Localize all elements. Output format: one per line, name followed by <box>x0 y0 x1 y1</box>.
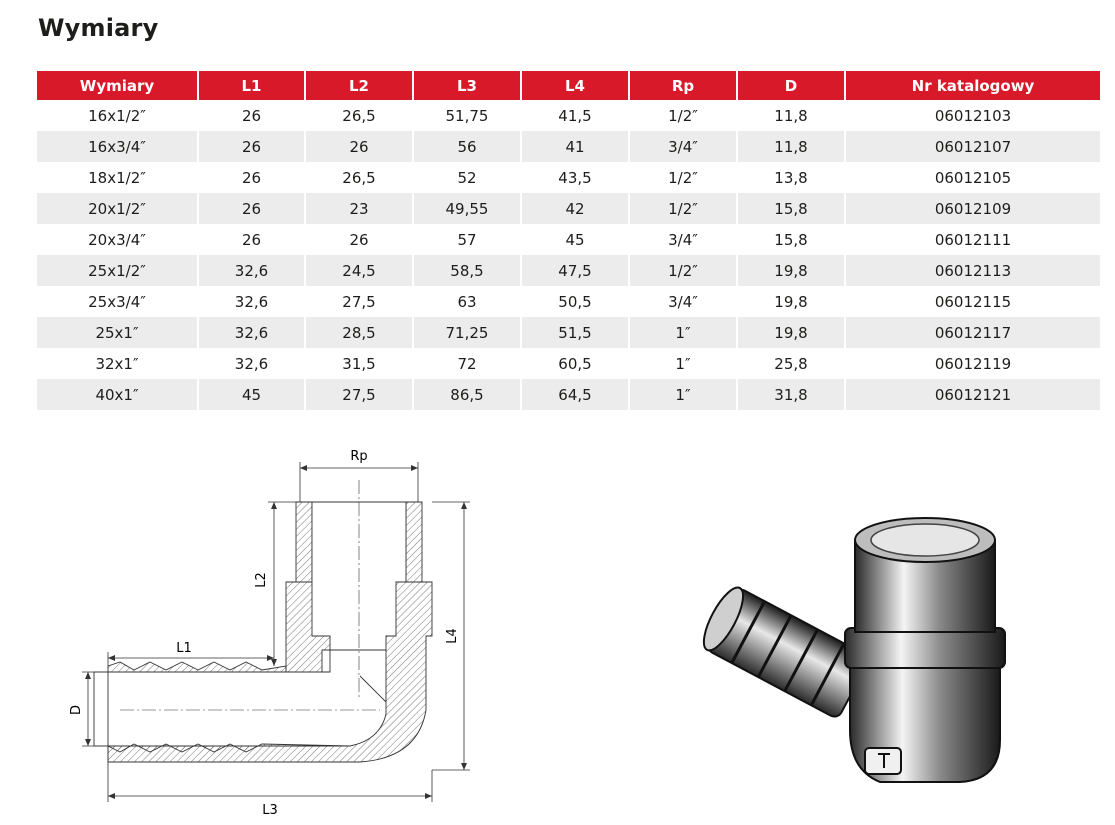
cell-l4: 51,5 <box>520 317 628 348</box>
table-row <box>37 348 1100 379</box>
cell-nr-katalogowy: 06012103 <box>844 100 1100 131</box>
cell-l3: 49,55 <box>412 193 520 224</box>
cell-d: 15,8 <box>736 193 844 224</box>
cell-l2: 23 <box>304 193 412 224</box>
cell-rp: 1″ <box>628 379 736 410</box>
cell-rp: 3/4″ <box>628 286 736 317</box>
cell-l4: 47,5 <box>520 255 628 286</box>
cell-l1: 45 <box>197 379 304 410</box>
cell-nr-katalogowy: 06012111 <box>844 224 1100 255</box>
table-row <box>37 162 1100 193</box>
cell-l2: 26 <box>304 224 412 255</box>
dimensions-table <box>37 71 1100 410</box>
label-l1: L1 <box>176 641 192 656</box>
cell-l3: 52 <box>412 162 520 193</box>
header-wymiary: Wymiary <box>37 71 197 100</box>
cell-wymiary: 32x1″ <box>37 348 197 379</box>
cell-nr-katalogowy: 06012121 <box>844 379 1100 410</box>
technical-drawing <box>60 440 490 820</box>
header-l1: L1 <box>197 71 304 100</box>
cell-wymiary: 20x1/2″ <box>37 193 197 224</box>
cell-rp: 1/2″ <box>628 100 736 131</box>
thread-wall-right <box>406 502 422 582</box>
cell-rp: 1/2″ <box>628 193 736 224</box>
cell-l3: 56 <box>412 131 520 162</box>
table-row <box>37 193 1100 224</box>
cell-l2: 26,5 <box>304 162 412 193</box>
cell-d: 31,8 <box>736 379 844 410</box>
cell-l1: 32,6 <box>197 348 304 379</box>
cell-rp: 3/4″ <box>628 224 736 255</box>
cell-l1: 26 <box>197 131 304 162</box>
cell-l2: 24,5 <box>304 255 412 286</box>
cell-l4: 41,5 <box>520 100 628 131</box>
cell-l1: 26 <box>197 100 304 131</box>
label-d: D <box>69 704 84 716</box>
cell-l2: 31,5 <box>304 348 412 379</box>
cell-l1: 32,6 <box>197 255 304 286</box>
table-row <box>37 131 1100 162</box>
cell-rp: 1/2″ <box>628 255 736 286</box>
cell-d: 19,8 <box>736 317 844 348</box>
cell-l1: 26 <box>197 162 304 193</box>
cell-d: 19,8 <box>736 255 844 286</box>
label-l2: L2 <box>254 572 269 588</box>
table-row <box>37 255 1100 286</box>
cell-d: 19,8 <box>736 286 844 317</box>
cell-l3: 72 <box>412 348 520 379</box>
cell-l3: 71,25 <box>412 317 520 348</box>
header-rp: Rp <box>628 71 736 100</box>
cell-d: 11,8 <box>736 131 844 162</box>
cell-wymiary: 25x1/2″ <box>37 255 197 286</box>
cell-l1: 26 <box>197 193 304 224</box>
cell-wymiary: 40x1″ <box>37 379 197 410</box>
cell-l4: 42 <box>520 193 628 224</box>
cell-l4: 60,5 <box>520 348 628 379</box>
cell-l3: 63 <box>412 286 520 317</box>
cell-l2: 27,5 <box>304 286 412 317</box>
cell-l4: 41 <box>520 131 628 162</box>
cell-nr-katalogowy: 06012115 <box>844 286 1100 317</box>
cell-nr-katalogowy: 06012117 <box>844 317 1100 348</box>
header-nr-katalogowy: Nr katalogowy <box>844 71 1100 100</box>
cell-l1: 32,6 <box>197 317 304 348</box>
table-row <box>37 100 1100 131</box>
page-title: Wymiary <box>38 14 159 42</box>
table-row <box>37 224 1100 255</box>
cell-wymiary: 25x1″ <box>37 317 197 348</box>
cell-l3: 86,5 <box>412 379 520 410</box>
cell-l2: 26 <box>304 131 412 162</box>
cell-wymiary: 16x1/2″ <box>37 100 197 131</box>
cell-l2: 26,5 <box>304 100 412 131</box>
cell-nr-katalogowy: 06012107 <box>844 131 1100 162</box>
cell-rp: 1/2″ <box>628 162 736 193</box>
cell-l2: 28,5 <box>304 317 412 348</box>
header-l3: L3 <box>412 71 520 100</box>
cell-l4: 43,5 <box>520 162 628 193</box>
cell-rp: 1″ <box>628 348 736 379</box>
cell-nr-katalogowy: 06012119 <box>844 348 1100 379</box>
cell-rp: 3/4″ <box>628 131 736 162</box>
table-row <box>37 286 1100 317</box>
cell-wymiary: 20x3/4″ <box>37 224 197 255</box>
cell-d: 25,8 <box>736 348 844 379</box>
table-row <box>37 379 1100 410</box>
label-l3: L3 <box>262 803 278 818</box>
cell-rp: 1″ <box>628 317 736 348</box>
cell-l4: 45 <box>520 224 628 255</box>
cell-wymiary: 25x3/4″ <box>37 286 197 317</box>
cell-l3: 51,75 <box>412 100 520 131</box>
cell-nr-katalogowy: 06012105 <box>844 162 1100 193</box>
cell-wymiary: 18x1/2″ <box>37 162 197 193</box>
cell-l1: 32,6 <box>197 286 304 317</box>
label-l4: L4 <box>445 628 460 644</box>
cell-l4: 50,5 <box>520 286 628 317</box>
fitting-render <box>700 510 1030 810</box>
cell-l1: 26 <box>197 224 304 255</box>
cell-l2: 27,5 <box>304 379 412 410</box>
cell-l3: 57 <box>412 224 520 255</box>
label-rp: Rp <box>350 449 368 464</box>
header-l2: L2 <box>304 71 412 100</box>
thread-wall-left <box>296 502 312 582</box>
cell-d: 13,8 <box>736 162 844 193</box>
cell-nr-katalogowy: 06012109 <box>844 193 1100 224</box>
cell-l4: 64,5 <box>520 379 628 410</box>
table-header-row <box>37 71 1100 100</box>
cell-d: 11,8 <box>736 100 844 131</box>
header-l4: L4 <box>520 71 628 100</box>
table-row <box>37 317 1100 348</box>
cell-l3: 58,5 <box>412 255 520 286</box>
barb-tail-top <box>108 662 286 672</box>
cell-wymiary: 16x3/4″ <box>37 131 197 162</box>
cell-d: 15,8 <box>736 224 844 255</box>
cell-nr-katalogowy: 06012113 <box>844 255 1100 286</box>
header-d: D <box>736 71 844 100</box>
